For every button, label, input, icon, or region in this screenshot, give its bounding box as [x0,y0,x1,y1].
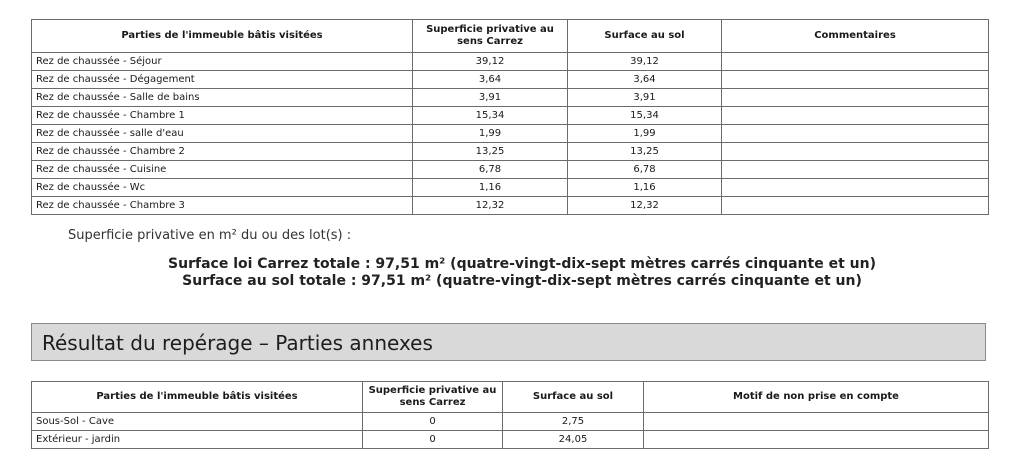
cell-partie: Extérieur - jardin [32,431,363,449]
cell-partie: Rez de chaussée - Chambre 3 [32,197,413,215]
cell-commentaire [722,125,989,143]
carrez-total: Surface loi Carrez totale : 97,51 m² (quatre-vingt-dix-sept mètres carrés cinquante et un) [168,256,876,272]
cell-sol: 15,34 [568,107,722,125]
table-header-row [32,20,989,53]
cell-commentaire [722,161,989,179]
table-row [32,89,989,107]
cell-carrez: 3,64 [413,71,568,89]
cell-carrez: 0 [363,431,503,449]
cell-partie: Rez de chaussée - Chambre 1 [32,107,413,125]
cell-partie: Sous-Sol - Cave [32,413,363,431]
cell-commentaire [722,107,989,125]
table-header-row [32,382,989,413]
cell-commentaire [722,179,989,197]
annex-table [31,381,989,449]
cell-commentaire [722,143,989,161]
table-row [32,197,989,215]
cell-partie: Rez de chaussée - salle d'eau [32,125,413,143]
cell-carrez: 39,12 [413,53,568,71]
cell-sol: 2,75 [503,413,644,431]
cell-sol: 3,91 [568,89,722,107]
cell-sol: 39,12 [568,53,722,71]
col-header-carrez: Superficie privative au sens Carrez [363,382,503,413]
table-row [32,143,989,161]
cell-carrez: 3,91 [413,89,568,107]
cell-sol: 13,25 [568,143,722,161]
cell-sol: 1,16 [568,179,722,197]
cell-commentaire [722,71,989,89]
table-row [32,71,989,89]
col-header-parties: Parties de l'immeuble bâtis visitées [32,382,363,413]
superficie-label: Superficie privative en m² du ou des lot(s) : [68,228,352,243]
col-header-commentaires: Commentaires [722,20,989,53]
cell-partie: Rez de chaussée - Séjour [32,53,413,71]
table-row [32,179,989,197]
cell-carrez: 6,78 [413,161,568,179]
carrez-table [31,19,989,215]
cell-carrez: 12,32 [413,197,568,215]
col-header-carrez: Superficie privative au sens Carrez [413,20,568,53]
table-row [32,431,989,449]
cell-partie: Rez de chaussée - Chambre 2 [32,143,413,161]
cell-partie: Rez de chaussée - Salle de bains [32,89,413,107]
cell-sol: 12,32 [568,197,722,215]
col-header-sol: Surface au sol [568,20,722,53]
cell-sol: 24,05 [503,431,644,449]
cell-sol: 3,64 [568,71,722,89]
col-header-sol: Surface au sol [503,382,644,413]
cell-carrez: 0 [363,413,503,431]
cell-partie: Rez de chaussée - Wc [32,179,413,197]
cell-commentaire [722,89,989,107]
cell-partie: Rez de chaussée - Cuisine [32,161,413,179]
table-row [32,53,989,71]
table-row [32,161,989,179]
table-row [32,107,989,125]
sol-total: Surface au sol totale : 97,51 m² (quatre-vingt-dix-sept mètres carrés cinquante et un) [182,273,862,289]
table-row [32,413,989,431]
cell-motif [644,413,989,431]
cell-motif [644,431,989,449]
col-header-parties: Parties de l'immeuble bâtis visitées [32,20,413,53]
cell-partie: Rez de chaussée - Dégagement [32,71,413,89]
cell-sol: 1,99 [568,125,722,143]
cell-carrez: 15,34 [413,107,568,125]
cell-sol: 6,78 [568,161,722,179]
table-row [32,125,989,143]
cell-carrez: 13,25 [413,143,568,161]
cell-carrez: 1,99 [413,125,568,143]
col-header-motif: Motif de non prise en compte [644,382,989,413]
cell-commentaire [722,197,989,215]
section-heading: Résultat du repérage – Parties annexes [31,323,986,361]
cell-commentaire [722,53,989,71]
cell-carrez: 1,16 [413,179,568,197]
